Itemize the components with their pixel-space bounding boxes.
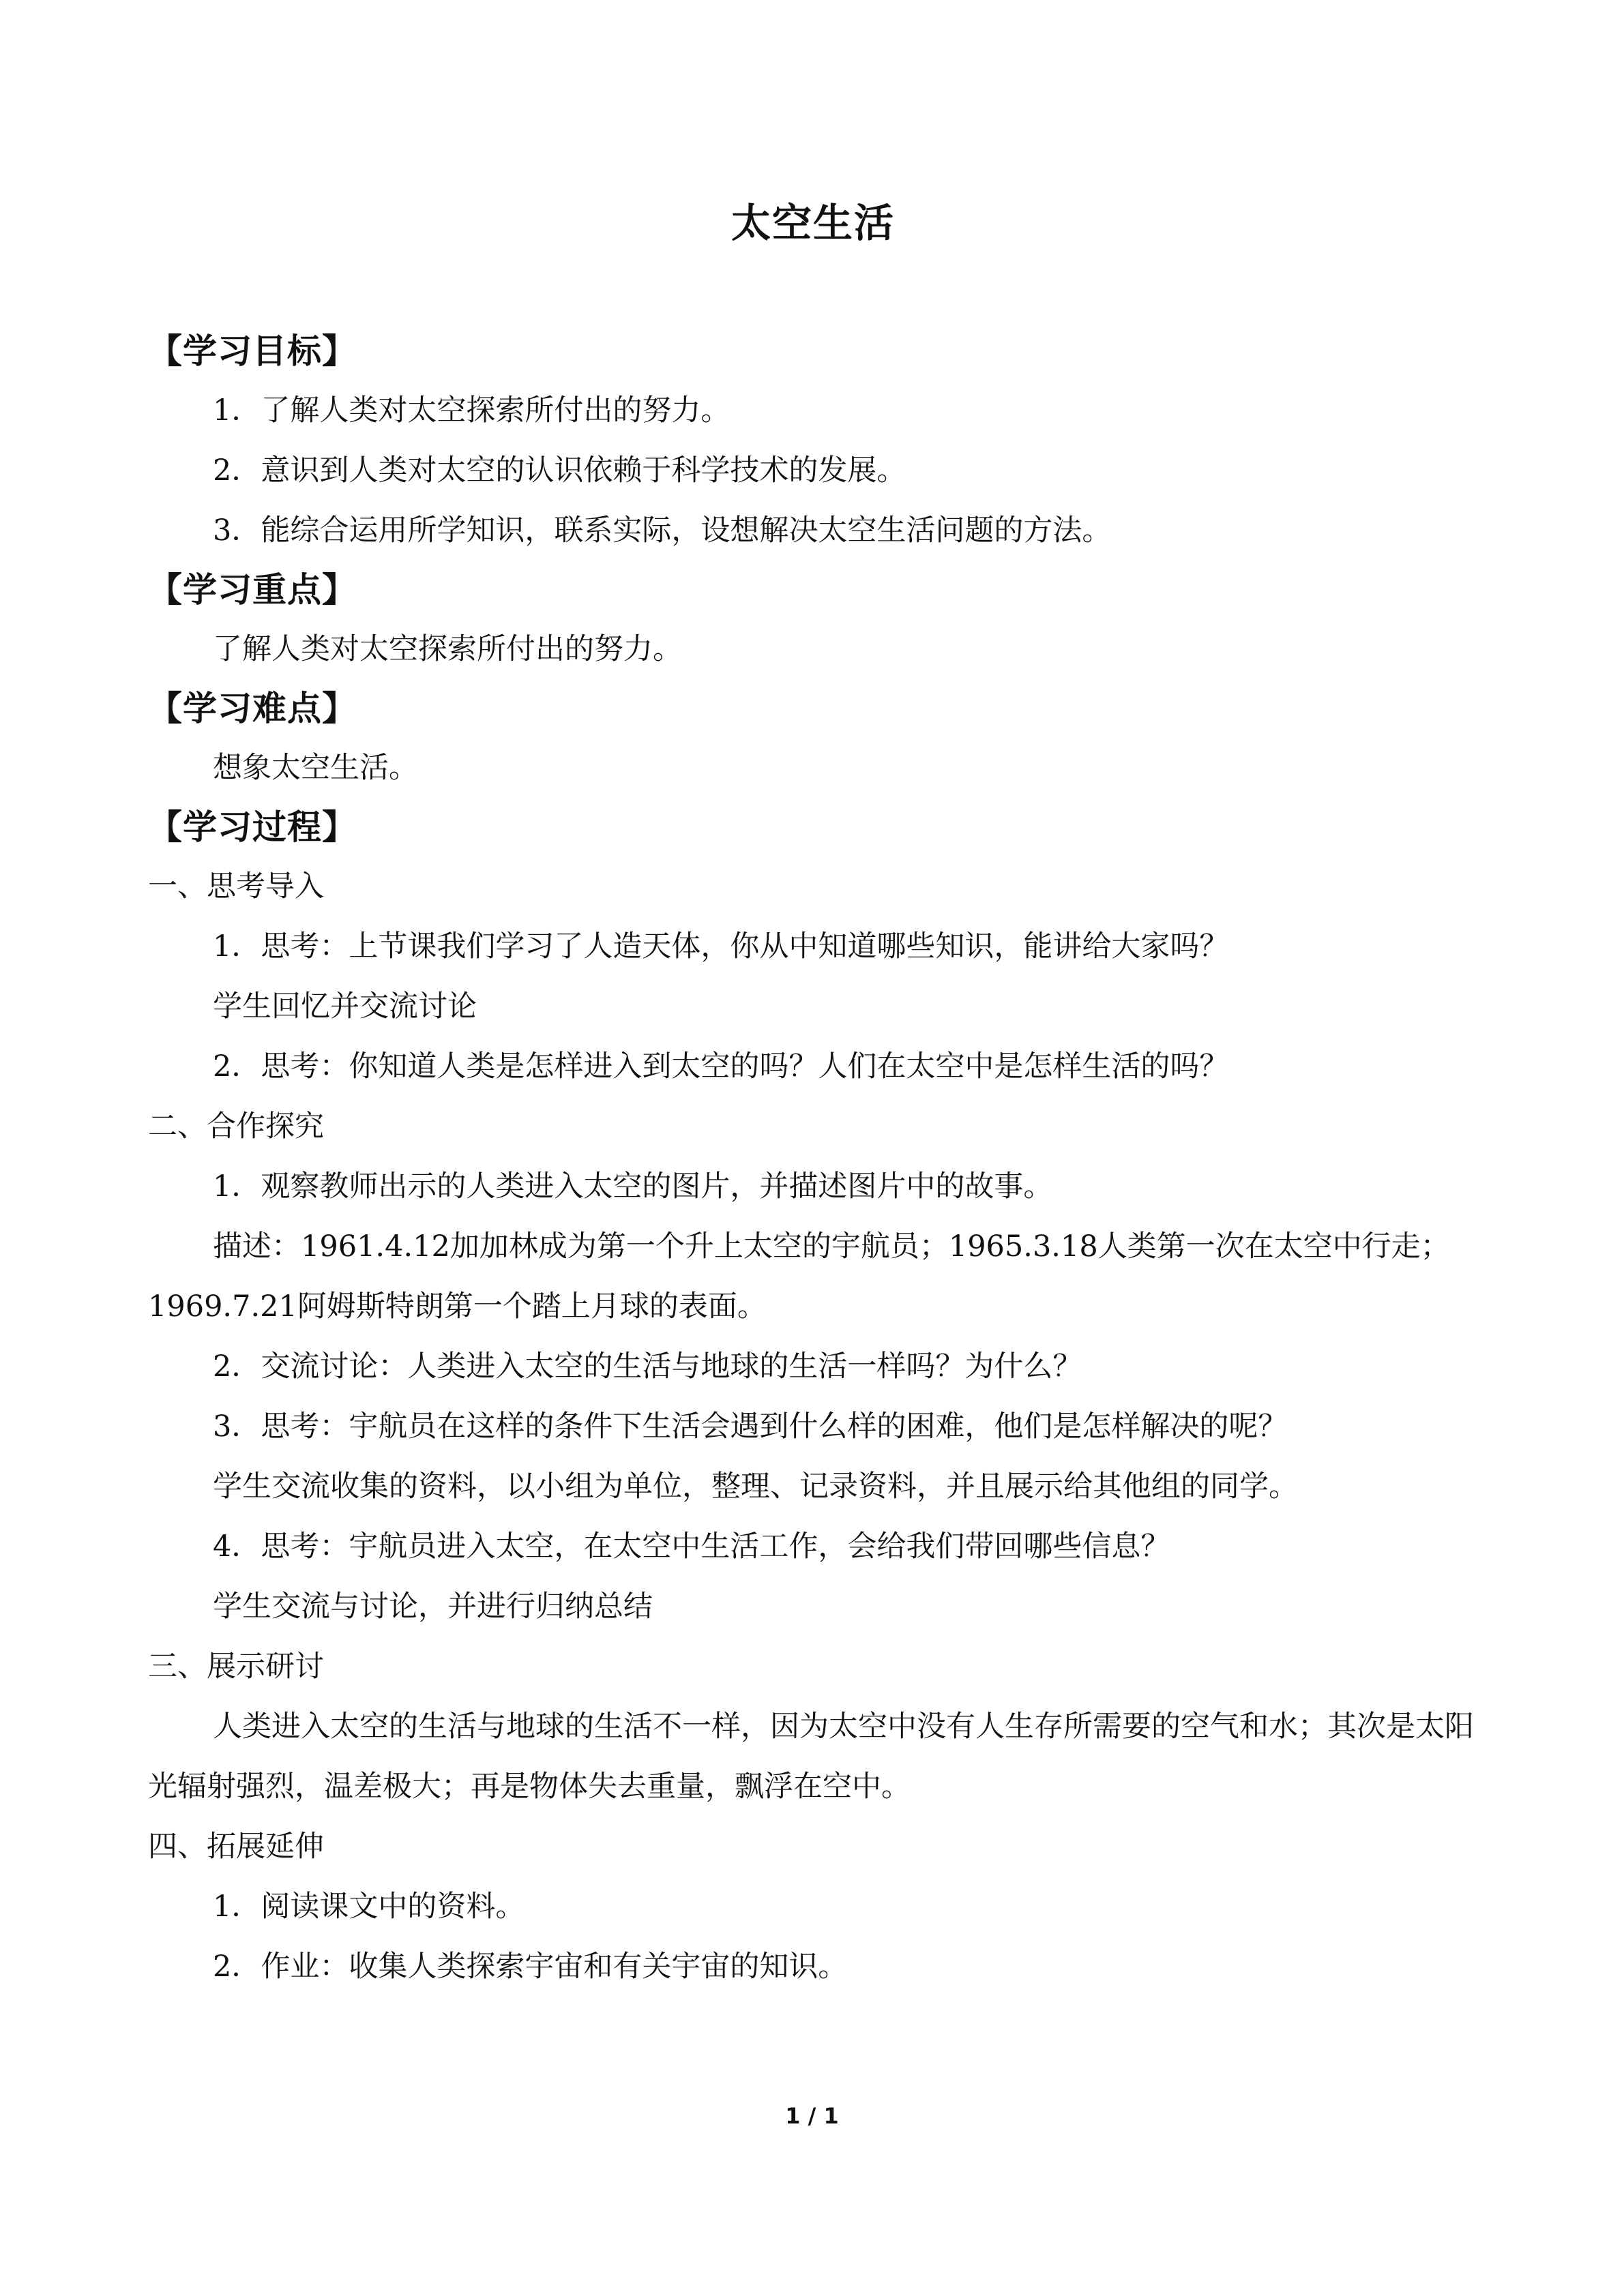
section3-text: 人类进入太空的生活与地球的生活不一样，因为太空中没有人生存所需要的空气和水；其次是太阳光辐射强烈，温差极大；再是物体失去重量，飘浮在空中。 (148, 1710, 1474, 1804)
difficulties-text: 想象太空生活。 (213, 751, 418, 785)
section2-line-6: 学生交流与讨论，并进行归纳总结 (213, 1590, 653, 1624)
difficulties-heading: 【学习难点】 (148, 689, 357, 728)
section2-line-3: 3．思考：宇航员在这样的条件下生活会遇到什么样的困难，他们是怎样解决的呢？ (213, 1410, 1288, 1444)
objectives-heading: 【学习目标】 (148, 331, 357, 371)
objective-item-3: 3．能综合运用所学知识，联系实际，设想解决太空生活问题的方法。 (213, 513, 1112, 548)
objective-item-1: 1．了解人类对太空探索所付出的努力。 (213, 393, 730, 428)
document-content (148, 192, 1478, 1997)
section4-line-2: 2．作业：收集人类探索宇宙和有关宇宙的知识。 (213, 1950, 848, 1984)
key-points-text: 了解人类对太空探索所付出的努力。 (213, 632, 682, 666)
page-number: 1 / 1 (785, 2103, 839, 2129)
section2-line-4: 学生交流收集的资料，以小组为单位，整理、记录资料，并且展示给其他组的同学。 (213, 1470, 1298, 1504)
section2-description: 描述：1961.4.12加加林成为第一个升上太空的宇航员；1965.3.18人类第一次在太空中行走；1969.7.21阿姆斯特朗第一个踏上月球的表面。 (148, 1229, 1450, 1324)
section2-line-2: 2．交流讨论：人类进入太空的生活与地球的生活一样吗？为什么？ (213, 1350, 1082, 1384)
section-title-presentation: 三、展示研讨 (148, 1650, 324, 1684)
section1-line-2: 学生回忆并交流讨论 (213, 989, 477, 1024)
section1-line-1: 1．思考：上节课我们学习了人造天体，你从中知道哪些知识，能讲给大家吗？ (213, 929, 1229, 964)
section2-line-5: 4．思考：宇航员进入太空，在太空中生活工作，会给我们带回哪些信息？ (213, 1530, 1170, 1564)
process-heading: 【学习过程】 (148, 807, 357, 847)
key-points-heading: 【学习重点】 (148, 570, 357, 610)
section2-line-1: 1．观察教师出示的人类进入太空的图片，并描述图片中的故事。 (213, 1169, 1053, 1204)
section1-line-3: 2．思考：你知道人类是怎样进入到太空的吗？人们在太空中是怎样生活的吗？ (213, 1049, 1229, 1084)
section-title-thinking-intro: 一、思考导入 (148, 869, 324, 904)
section4-line-1: 1．阅读课文中的资料。 (213, 1890, 525, 1924)
section-title-extension: 四、拓展延伸 (148, 1830, 324, 1864)
section-title-cooperative-inquiry: 二、合作探究 (148, 1109, 324, 1144)
document-title: 太空生活 (730, 200, 895, 246)
objective-item-2: 2．意识到人类对太空的认识依赖于科学技术的发展。 (213, 453, 906, 488)
